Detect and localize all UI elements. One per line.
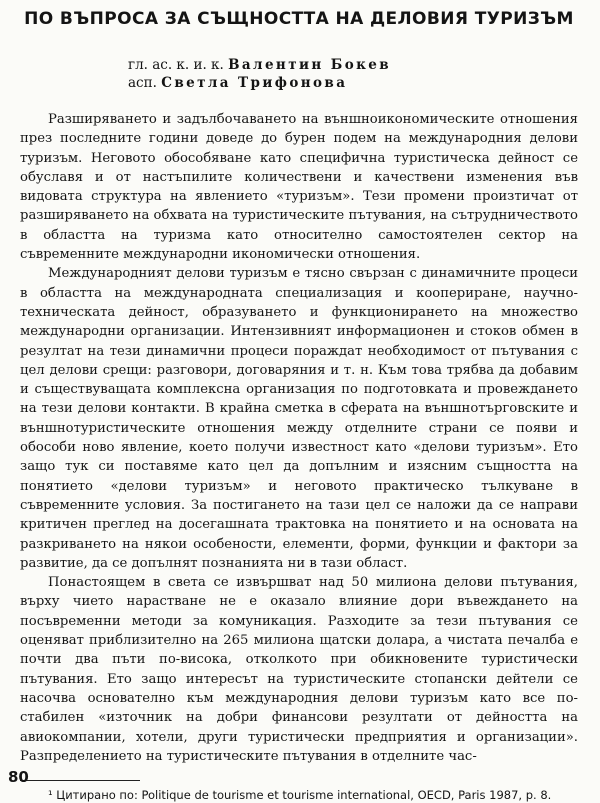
author-line-1 bbox=[128, 56, 578, 74]
author-name: Валентин Бокев bbox=[228, 57, 392, 73]
footnote-divider bbox=[20, 780, 140, 781]
paragraph: Понастоящем в света се извършват над 50 милиона делови пътувания, върху чието нарастване не е оказало влияние дори въвеждането на посъвременни методи за комуникация. Разходите за тези пътувания се оценяват приблизително на 265 милиона щатски долара, а чистата печалба е почти два пъти по-висока, отколкото при обикновените туристически пътувания. Ето защо интересът на туристическите стопански дейтели се насочва основателно към международния делови туризъм като все по-стабилен «източник на добри финансови резултати от дейността на авиокомпании, хотели, други туристически предприятия и организации». Разпределението на туристическите пътувания в отделните час- bbox=[20, 575, 578, 764]
author-block bbox=[128, 56, 578, 92]
author-name: Светла Трифонова bbox=[161, 75, 348, 91]
paragraph: Разширяването и задълбочаването на външноикономическите отношения през последните години доведе до бурен подем на международния делови туризъм. Неговото обособяване като специфична туристическа дейност се обуславя и от настъпилите количествени и качествени изменения във видовата структура на явлението «туризъм». Тези промени произтичат от разширяването на обхвата на туристическите пътувания, на сътрудничеството в областта на туризма като относително самостоятелен сектор на съвременните международни икономически отношения. bbox=[20, 112, 578, 263]
page-number: 80 bbox=[8, 768, 29, 786]
paragraph: Международният делови туризъм е тясно свързан с динамичните процеси в областта на международната специализация и коопериране, научно-техническата дейност, образуването и функционирането на множество международни организации. Интензивният информационен и стоков обмен в резултат на тези динамични процеси пораждат необходимост от пътувания с цел делови срещи: разговори, договаряния и т. н. Към това трябва да добавим и съществуващата комплексна организация по подготовката и провеждането на тези делови контакти. В крайна сметка в сферата на външнотърговските и външнотуристическите отношения между отделните страни се появи и обособи ново явление, което получи известност като «делови туризъм». Ето защо тук си поставяме като цел да допълним и изясним същността на понятието «делови туризъм» и неговото практическо тълкуване в съвременните условия. За постигането на тази цел се наложи да се направи критичен преглед на досегашната трактовка на понятието и на основата на разкриването на някои особености, елементи, форми, функции и фактори за развитие, да се допълнят познанията ни в тази област. bbox=[20, 266, 578, 571]
author-line-2 bbox=[128, 74, 578, 92]
author-role: гл. ас. к. и. к. bbox=[128, 57, 224, 73]
author-role: асп. bbox=[128, 75, 157, 91]
article-body bbox=[20, 110, 578, 766]
article-title: ПО ВЪПРОСА ЗА СЪЩНОСТТА НА ДЕЛОВИЯ ТУРИЗЪМ bbox=[24, 9, 574, 29]
footnote: ¹ Цитирано по: Politique de tourisme et tourisme international, OECD, Paris 1987, p. 8. bbox=[48, 788, 552, 803]
